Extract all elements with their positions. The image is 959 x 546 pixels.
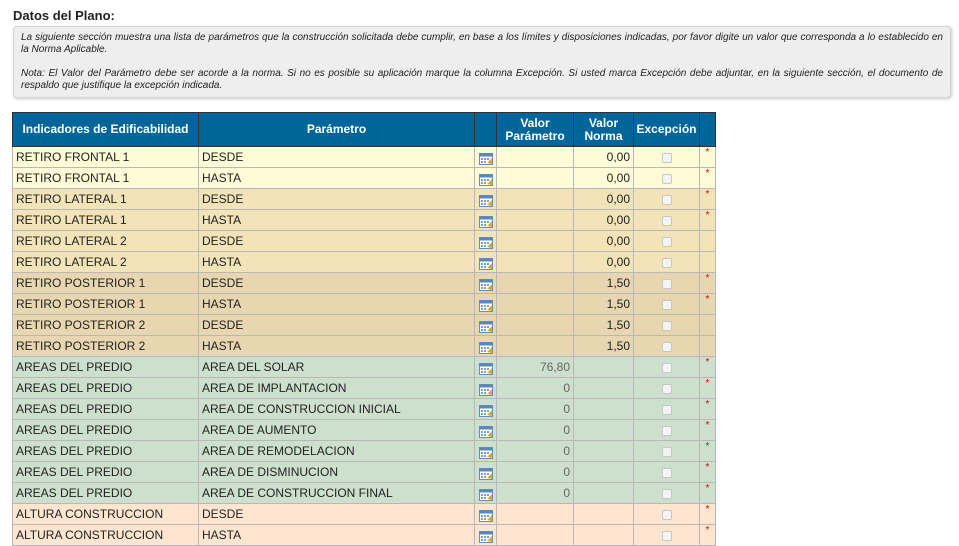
valor-parametro-field[interactable] bbox=[497, 504, 574, 525]
header-icon-column bbox=[475, 113, 497, 147]
edit-calendar-icon[interactable] bbox=[475, 483, 497, 504]
indicador-cell: AREAS DEL PREDIO bbox=[13, 420, 199, 441]
excepcion-checkbox[interactable] bbox=[662, 531, 672, 541]
indicador-cell: ALTURA CONSTRUCCION bbox=[13, 504, 199, 525]
parametro-cell: DESDE bbox=[199, 273, 475, 294]
required-marker bbox=[700, 252, 716, 273]
excepcion-checkbox[interactable] bbox=[662, 216, 672, 226]
required-marker bbox=[700, 315, 716, 336]
indicador-cell: ALTURA CONSTRUCCION bbox=[13, 525, 199, 546]
excepcion-checkbox[interactable] bbox=[662, 279, 672, 289]
parametro-cell: DESDE bbox=[199, 231, 475, 252]
indicador-cell: AREAS DEL PREDIO bbox=[13, 357, 199, 378]
excepcion-cell bbox=[634, 189, 700, 210]
required-marker: * bbox=[700, 441, 716, 462]
required-marker: * bbox=[700, 525, 716, 546]
valor-parametro-field[interactable] bbox=[497, 231, 574, 252]
table-row bbox=[13, 462, 716, 483]
valor-parametro-field[interactable]: 0 bbox=[497, 462, 574, 483]
excepcion-checkbox[interactable] bbox=[662, 300, 672, 310]
edit-calendar-icon[interactable] bbox=[475, 420, 497, 441]
required-marker bbox=[700, 336, 716, 357]
required-marker: * bbox=[700, 504, 716, 525]
edit-calendar-icon[interactable] bbox=[475, 252, 497, 273]
required-marker: * bbox=[700, 420, 716, 441]
edit-calendar-icon[interactable] bbox=[475, 273, 497, 294]
edit-calendar-icon[interactable] bbox=[475, 399, 497, 420]
header-valor-parametro: Valor Parámetro bbox=[497, 113, 574, 147]
excepcion-cell bbox=[634, 378, 700, 399]
table-row bbox=[13, 168, 716, 189]
valor-norma-cell bbox=[574, 441, 634, 462]
indicador-cell: RETIRO LATERAL 1 bbox=[13, 210, 199, 231]
header-indicador: Indicadores de Edificabilidad bbox=[13, 113, 199, 147]
excepcion-checkbox[interactable] bbox=[662, 447, 672, 457]
required-marker: * bbox=[700, 210, 716, 231]
edit-calendar-icon[interactable] bbox=[475, 336, 497, 357]
excepcion-checkbox[interactable] bbox=[662, 468, 672, 478]
parametro-cell: DESDE bbox=[199, 147, 475, 168]
excepcion-checkbox[interactable] bbox=[662, 174, 672, 184]
valor-norma-cell bbox=[574, 420, 634, 441]
excepcion-checkbox[interactable] bbox=[662, 195, 672, 205]
excepcion-cell bbox=[634, 399, 700, 420]
table-row bbox=[13, 315, 716, 336]
required-marker: * bbox=[700, 189, 716, 210]
valor-norma-cell bbox=[574, 504, 634, 525]
parametro-cell: AREA DE CONSTRUCCION FINAL bbox=[199, 483, 475, 504]
parameters-table bbox=[12, 112, 716, 546]
valor-parametro-field[interactable]: 0 bbox=[497, 399, 574, 420]
excepcion-checkbox[interactable] bbox=[662, 510, 672, 520]
table-body bbox=[13, 147, 716, 546]
valor-norma-cell bbox=[574, 378, 634, 399]
excepcion-cell bbox=[634, 336, 700, 357]
indicador-cell: RETIRO LATERAL 2 bbox=[13, 252, 199, 273]
edit-calendar-icon[interactable] bbox=[475, 504, 497, 525]
required-marker: * bbox=[700, 273, 716, 294]
valor-norma-cell: 0,00 bbox=[574, 252, 634, 273]
table-row bbox=[13, 231, 716, 252]
valor-parametro-field[interactable]: 76,80 bbox=[497, 357, 574, 378]
valor-norma-cell bbox=[574, 399, 634, 420]
edit-calendar-icon[interactable] bbox=[475, 462, 497, 483]
edit-calendar-icon[interactable] bbox=[475, 189, 497, 210]
edit-calendar-icon[interactable] bbox=[475, 168, 497, 189]
parametro-cell: HASTA bbox=[199, 336, 475, 357]
valor-parametro-field[interactable] bbox=[497, 294, 574, 315]
excepcion-cell bbox=[634, 462, 700, 483]
indicador-cell: AREAS DEL PREDIO bbox=[13, 462, 199, 483]
valor-norma-cell: 1,50 bbox=[574, 315, 634, 336]
indicador-cell: AREAS DEL PREDIO bbox=[13, 378, 199, 399]
required-marker: * bbox=[700, 147, 716, 168]
indicador-cell: RETIRO FRONTAL 1 bbox=[13, 168, 199, 189]
valor-parametro-field[interactable] bbox=[497, 189, 574, 210]
table-row bbox=[13, 273, 716, 294]
header-excepcion: Excepción bbox=[634, 113, 700, 147]
parametro-cell: HASTA bbox=[199, 210, 475, 231]
valor-parametro-field[interactable] bbox=[497, 210, 574, 231]
required-marker: * bbox=[700, 399, 716, 420]
table-row bbox=[13, 147, 716, 168]
required-marker: * bbox=[700, 378, 716, 399]
excepcion-checkbox[interactable] bbox=[662, 321, 672, 331]
edit-calendar-icon[interactable] bbox=[475, 294, 497, 315]
excepcion-cell bbox=[634, 147, 700, 168]
header-valor-norma: Valor Norma bbox=[574, 113, 634, 147]
header-required-column bbox=[700, 113, 716, 147]
indicador-cell: RETIRO LATERAL 2 bbox=[13, 231, 199, 252]
parametro-cell: DESDE bbox=[199, 315, 475, 336]
valor-norma-cell: 0,00 bbox=[574, 147, 634, 168]
excepcion-cell bbox=[634, 210, 700, 231]
edit-calendar-icon[interactable] bbox=[475, 378, 497, 399]
parametro-cell: HASTA bbox=[199, 294, 475, 315]
excepcion-cell bbox=[634, 294, 700, 315]
required-marker: * bbox=[700, 462, 716, 483]
valor-norma-cell bbox=[574, 525, 634, 546]
valor-norma-cell: 0,00 bbox=[574, 231, 634, 252]
parametro-cell: AREA DE AUMENTO bbox=[199, 420, 475, 441]
indicador-cell: RETIRO POSTERIOR 2 bbox=[13, 315, 199, 336]
valor-norma-cell: 0,00 bbox=[574, 210, 634, 231]
table-row bbox=[13, 189, 716, 210]
valor-parametro-field[interactable] bbox=[497, 252, 574, 273]
required-marker: * bbox=[700, 294, 716, 315]
excepcion-cell bbox=[634, 252, 700, 273]
valor-parametro-field[interactable]: 0 bbox=[497, 441, 574, 462]
table-row bbox=[13, 441, 716, 462]
excepcion-cell bbox=[634, 231, 700, 252]
table-row bbox=[13, 252, 716, 273]
parametro-cell: AREA DE IMPLANTACION bbox=[199, 378, 475, 399]
table-row bbox=[13, 378, 716, 399]
excepcion-checkbox[interactable] bbox=[662, 426, 672, 436]
parametro-cell: AREA DE DISMINUCION bbox=[199, 462, 475, 483]
valor-norma-cell: 1,50 bbox=[574, 294, 634, 315]
excepcion-checkbox[interactable] bbox=[662, 342, 672, 352]
edit-calendar-icon[interactable] bbox=[475, 357, 497, 378]
required-marker: * bbox=[700, 483, 716, 504]
valor-norma-cell: 0,00 bbox=[574, 168, 634, 189]
excepcion-checkbox[interactable] bbox=[662, 237, 672, 247]
valor-parametro-field[interactable] bbox=[497, 525, 574, 546]
parametro-cell: AREA DEL SOLAR bbox=[199, 357, 475, 378]
valor-parametro-field[interactable] bbox=[497, 315, 574, 336]
table-row bbox=[13, 294, 716, 315]
valor-parametro-field[interactable]: 0 bbox=[497, 378, 574, 399]
excepcion-checkbox[interactable] bbox=[662, 405, 672, 415]
table-row bbox=[13, 357, 716, 378]
valor-parametro-field[interactable] bbox=[497, 147, 574, 168]
indicador-cell: RETIRO POSTERIOR 1 bbox=[13, 273, 199, 294]
header-parametro: Parámetro bbox=[199, 113, 475, 147]
excepcion-cell bbox=[634, 525, 700, 546]
indicador-cell: AREAS DEL PREDIO bbox=[13, 483, 199, 504]
parametro-cell: AREA DE REMODELACION bbox=[199, 441, 475, 462]
parametro-cell: HASTA bbox=[199, 525, 475, 546]
section-title: Datos del Plano: bbox=[13, 8, 115, 23]
valor-parametro-field[interactable] bbox=[497, 336, 574, 357]
excepcion-cell bbox=[634, 483, 700, 504]
valor-parametro-field[interactable] bbox=[497, 273, 574, 294]
info-paragraph: La siguiente sección muestra una lista de parámetros que la construcción solicitada debe cumplir, en base a los límites y disposiciones indicadas, por favor digite un valor que corresponda a lo establecido en la Norma Aplicable. bbox=[21, 32, 943, 55]
edit-calendar-icon[interactable] bbox=[475, 525, 497, 546]
valor-norma-cell: 1,50 bbox=[574, 273, 634, 294]
indicador-cell: AREAS DEL PREDIO bbox=[13, 399, 199, 420]
indicador-cell: AREAS DEL PREDIO bbox=[13, 441, 199, 462]
excepcion-checkbox[interactable] bbox=[662, 363, 672, 373]
parametro-cell: DESDE bbox=[199, 504, 475, 525]
excepcion-cell bbox=[634, 168, 700, 189]
indicador-cell: RETIRO POSTERIOR 1 bbox=[13, 294, 199, 315]
parametro-cell: HASTA bbox=[199, 168, 475, 189]
excepcion-checkbox[interactable] bbox=[662, 258, 672, 268]
excepcion-cell bbox=[634, 273, 700, 294]
info-note: Nota: El Valor del Parámetro debe ser acorde a la norma. Si no es posible su aplicación marque la columna Excepción. Si usted marca Excepción debe adjuntar, en la siguiente sección, el documento de respaldo que justifique la excepción indicada. bbox=[21, 68, 943, 91]
valor-norma-cell: 0,00 bbox=[574, 189, 634, 210]
info-box bbox=[13, 26, 951, 98]
valor-parametro-field[interactable] bbox=[497, 168, 574, 189]
valor-norma-cell bbox=[574, 462, 634, 483]
table-row bbox=[13, 483, 716, 504]
excepcion-cell bbox=[634, 315, 700, 336]
valor-norma-cell: 1,50 bbox=[574, 336, 634, 357]
table-row bbox=[13, 504, 716, 525]
required-marker: * bbox=[700, 168, 716, 189]
valor-norma-cell bbox=[574, 357, 634, 378]
table-row bbox=[13, 420, 716, 441]
excepcion-checkbox[interactable] bbox=[662, 489, 672, 499]
table-row bbox=[13, 399, 716, 420]
parametro-cell: HASTA bbox=[199, 252, 475, 273]
edit-calendar-icon[interactable] bbox=[475, 231, 497, 252]
parametro-cell: AREA DE CONSTRUCCION INICIAL bbox=[199, 399, 475, 420]
indicador-cell: RETIRO LATERAL 1 bbox=[13, 189, 199, 210]
table-row bbox=[13, 525, 716, 546]
edit-calendar-icon[interactable] bbox=[475, 210, 497, 231]
excepcion-checkbox[interactable] bbox=[662, 384, 672, 394]
table-header-row bbox=[13, 113, 716, 147]
excepcion-cell bbox=[634, 420, 700, 441]
parametro-cell: DESDE bbox=[199, 189, 475, 210]
edit-calendar-icon[interactable] bbox=[475, 147, 497, 168]
indicador-cell: RETIRO POSTERIOR 2 bbox=[13, 336, 199, 357]
required-marker: * bbox=[700, 357, 716, 378]
table-row bbox=[13, 336, 716, 357]
edit-calendar-icon[interactable] bbox=[475, 315, 497, 336]
excepcion-cell bbox=[634, 357, 700, 378]
required-marker bbox=[700, 231, 716, 252]
valor-parametro-field[interactable]: 0 bbox=[497, 420, 574, 441]
excepcion-cell bbox=[634, 441, 700, 462]
table-row bbox=[13, 210, 716, 231]
excepcion-cell bbox=[634, 504, 700, 525]
valor-norma-cell bbox=[574, 483, 634, 504]
edit-calendar-icon[interactable] bbox=[475, 441, 497, 462]
excepcion-checkbox[interactable] bbox=[662, 153, 672, 163]
indicador-cell: RETIRO FRONTAL 1 bbox=[13, 147, 199, 168]
valor-parametro-field[interactable]: 0 bbox=[497, 483, 574, 504]
